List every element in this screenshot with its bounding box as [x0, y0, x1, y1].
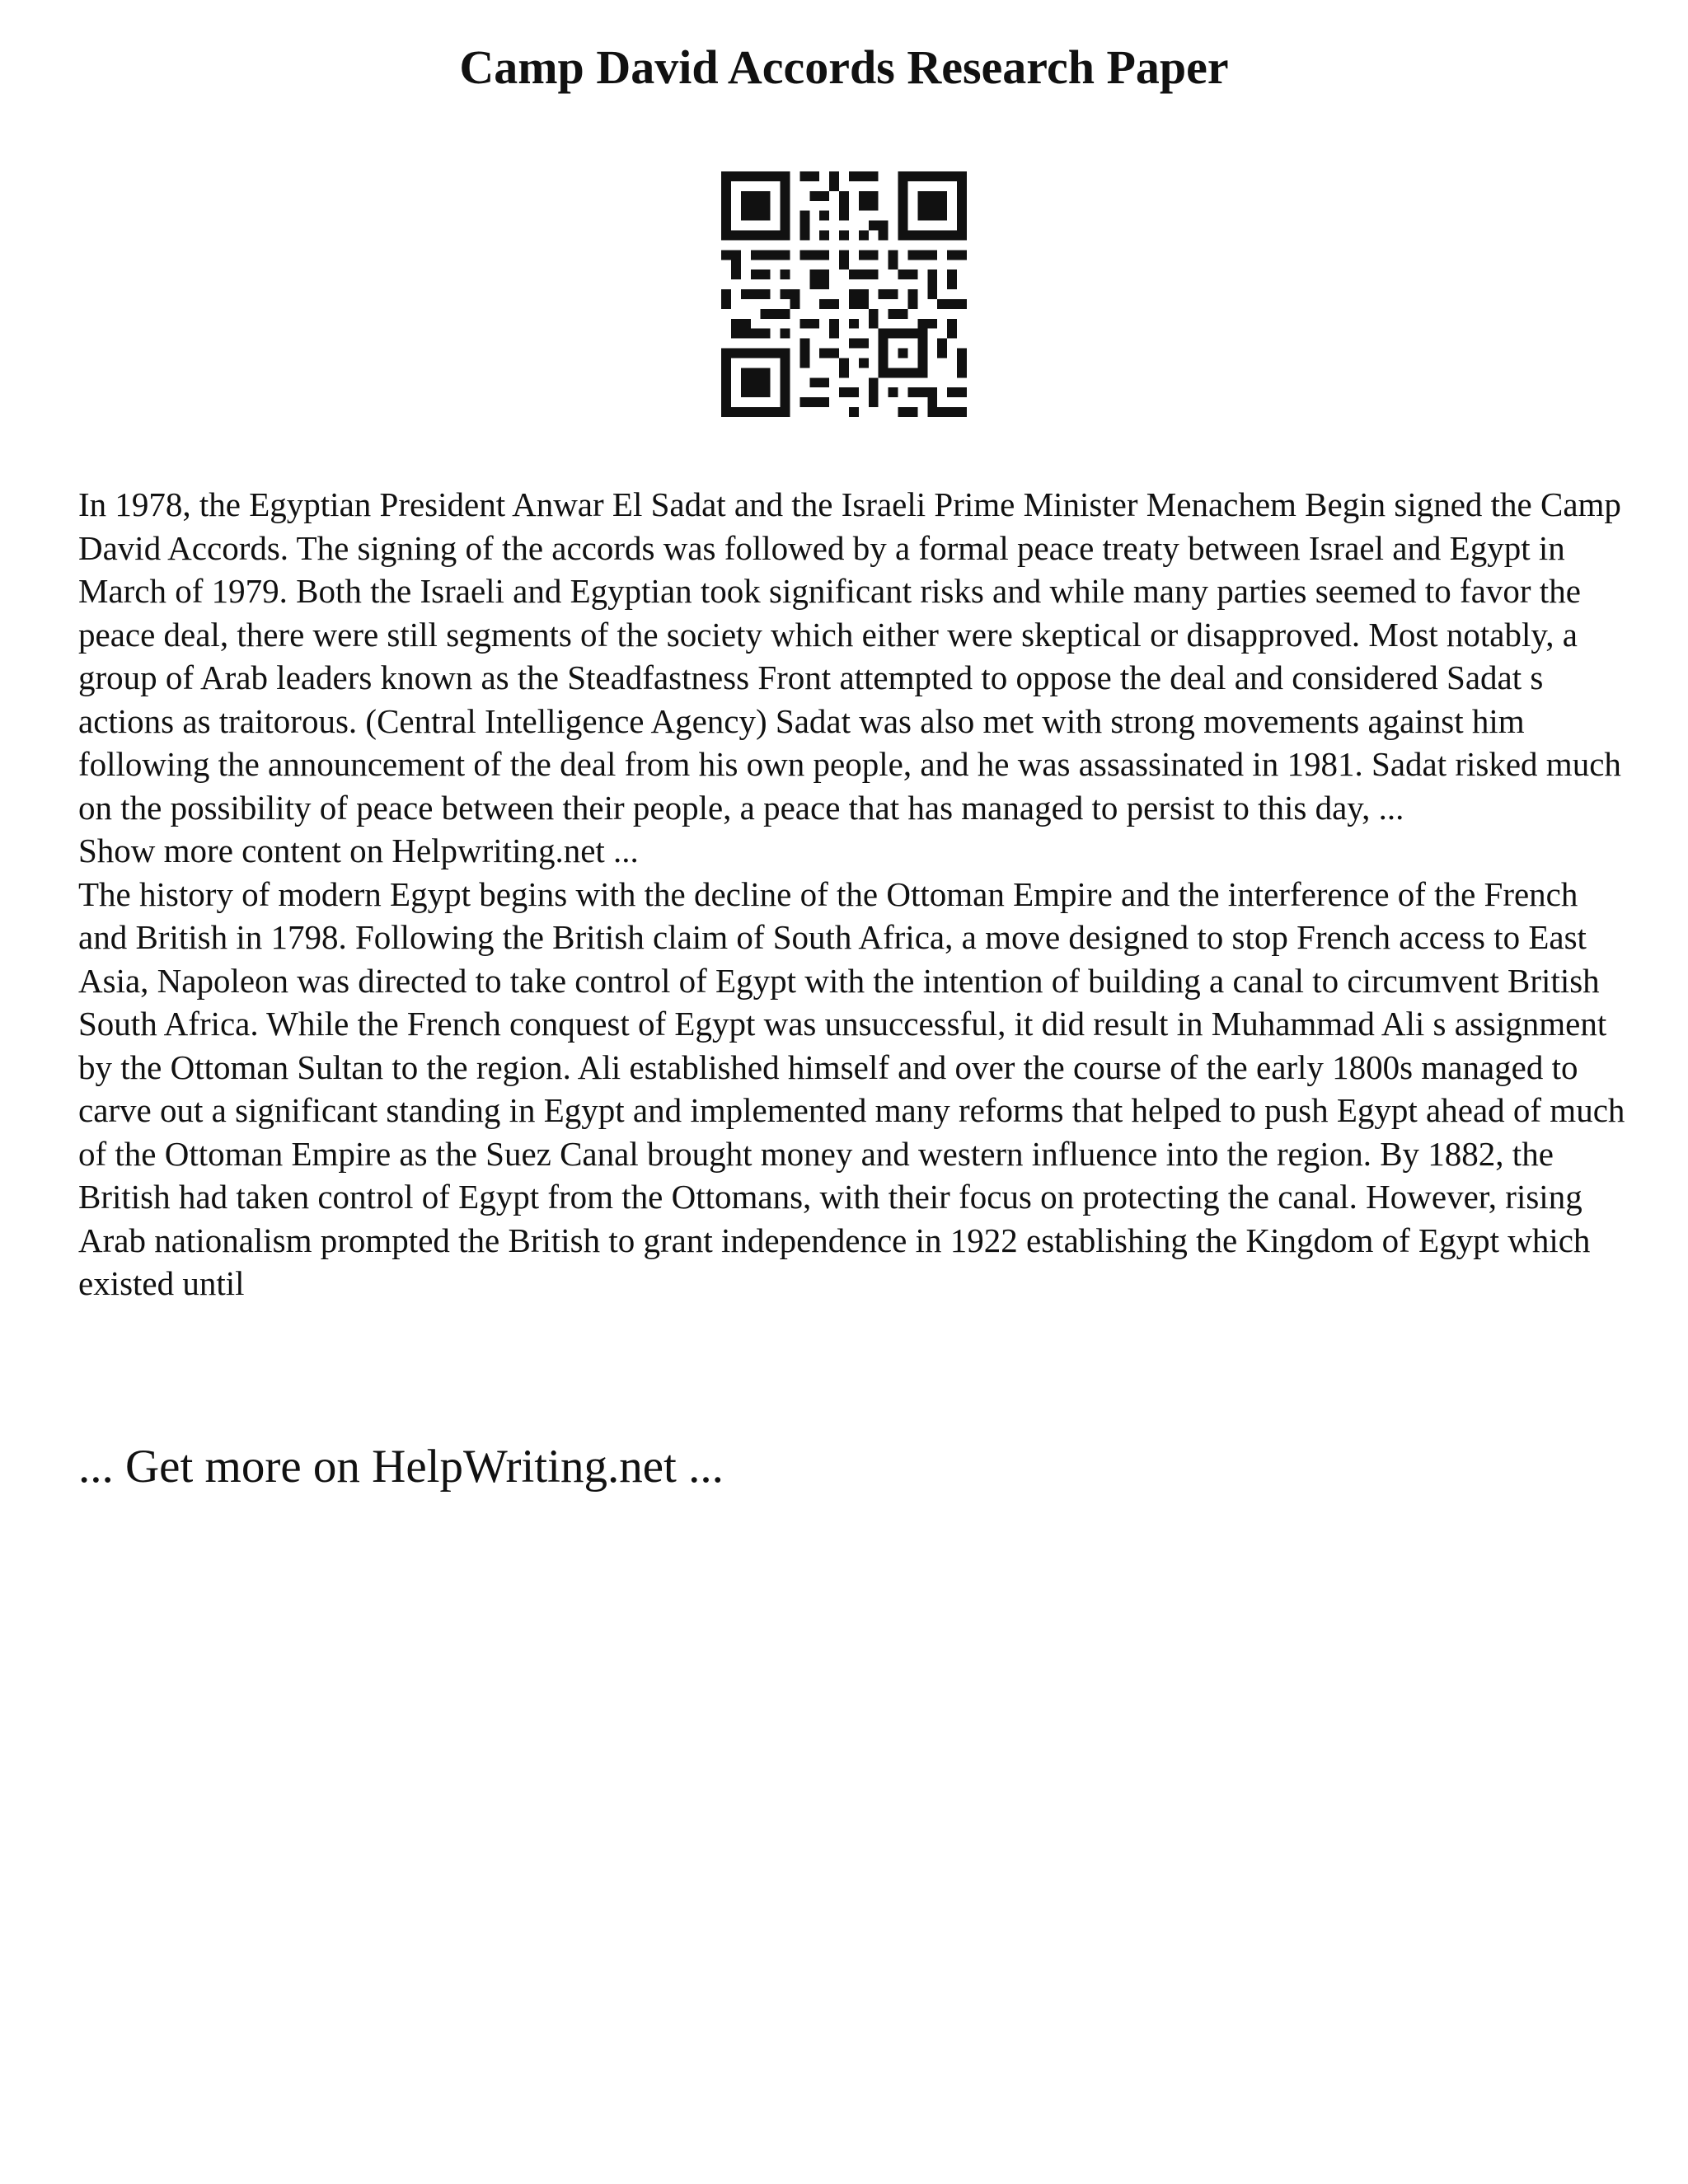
paragraph: The history of modern Egypt begins with the decline of the Ottoman Empire and the interference of the French and British in 1798. Following the British claim of South Africa, a move designed to stop French access to East Asia, Napoleon was directed to take control of Egypt with the intention of building a canal to circumvent British South Africa. While the French conquest of Egypt was unsuccessful, it did result in Muhammad Ali s assignment by the Ottoman Sultan to the region. Ali established himself and over the course of the early 1800s managed to carve out a significant standing in Egypt and implemented many reforms that helped to push Egypt ahead of much of the Ottoman Empire as the Suez Canal brought money and western influence into the region. By 1882, the British had taken control of Egypt from the Ottomans, with their focus on protecting the canal. However, rising Arab nationalism prompted the British to grant independence in 1922 establishing the Kingdom of Egypt which existed until [78, 874, 1625, 1302]
paragraph: In 1978, the Egyptian President Anwar El Sadat and the Israeli Prime Minister Menachem Begin signed the Camp David Accords. The signing of the accords was followed by a formal peace treaty between Israel and Egypt in March of 1979. Both the Israeli and Egyptian took significant risks and while many parties seemed to favor the peace deal, there were still segments of the society which either were skeptical or disapproved. Most notably, a group of Arab leaders known as the Steadfastness Front attempted to oppose the deal and considered Sadat s actions as traitorous. (Central Intelligence Agency) Sadat was also met with strong movements against him following the announcement of the deal from his own people, and he was assassinated in 1981. Sadat risked much on the possibility of peace between their people, a peace that has managed to persist to this day, ... [78, 485, 1621, 827]
show-more-link[interactable]: Show more content on Helpwriting.net ... [78, 832, 639, 869]
get-more-link[interactable]: ... Get more on HelpWriting.net ... [78, 1441, 724, 1493]
article-body [78, 483, 1628, 1305]
page-title: Camp David Accords Research Paper [459, 40, 1229, 94]
qr-code-icon [721, 171, 967, 417]
